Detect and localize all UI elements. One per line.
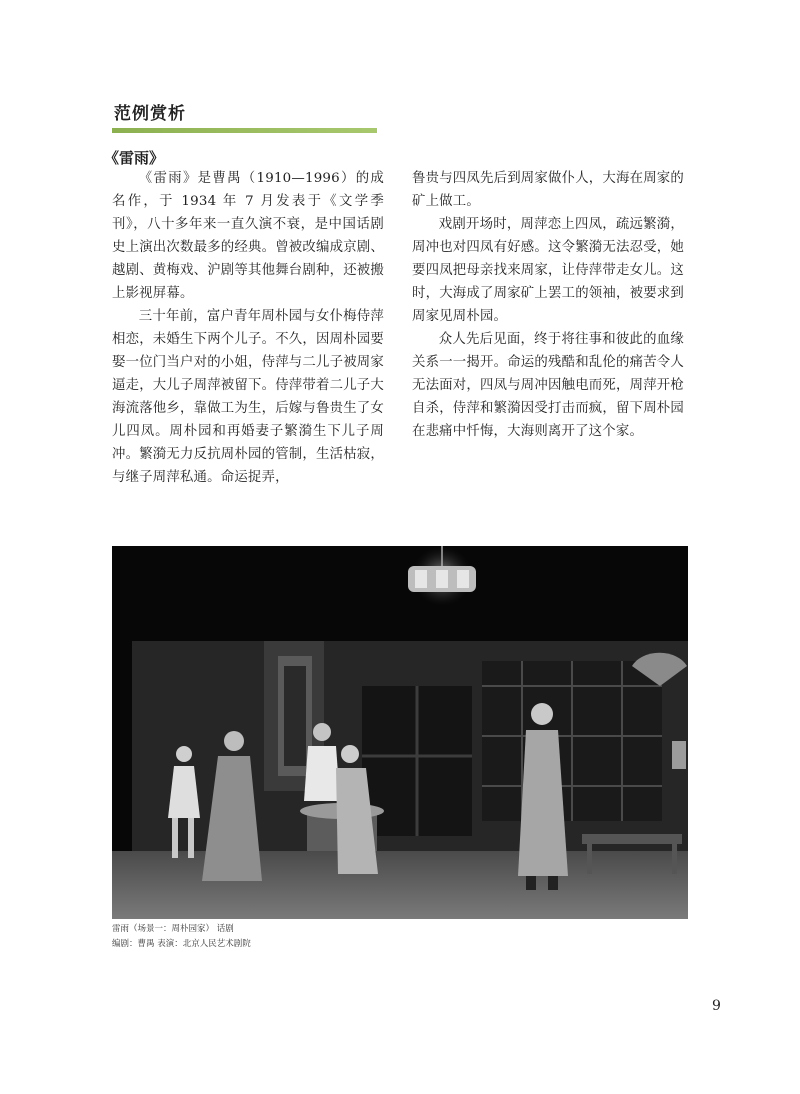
work-title: 《雷雨》 xyxy=(104,149,165,167)
section-title: 范例赏析 xyxy=(114,104,186,124)
photo-caption xyxy=(112,922,251,952)
left-column xyxy=(112,167,384,489)
caption-line-1: 雷雨（场景一：周朴园家） 话剧 xyxy=(112,924,234,934)
paragraph-background-continued: 鲁贵与四凤先后到周家做仆人，大海在周家的矿上做工。 xyxy=(412,171,684,209)
stage-photo-image xyxy=(112,546,688,919)
page-number: 9 xyxy=(712,998,721,1014)
paragraph-climax: 众人先后见面，终于将往事和彼此的血缘关系一一揭开。命运的残酷和乱伦的痛苦令人无法面对，四凤与周冲因触电而死，周萍开枪自杀，侍萍和繁漪因受打击而疯，留下周朴园在悲痛中忏悔，大海则离开了这个家。 xyxy=(412,332,684,439)
paragraph-intro: 《雷雨》是曹禺（1910—1996）的成名作，于 1934 年 7 月发表于《文学季刊》，八十多年来一直久演不衰，是中国话剧史上演出次数最多的经典。曾被改编成京剧、越剧、黄梅戏、沪剧等其他舞台剧种，还被搬上影视屏幕。 xyxy=(112,171,384,301)
paragraph-background: 三十年前，富户青年周朴园与女仆梅侍萍相恋，未婚生下两个儿子。不久，因周朴园要娶一位门当户对的小姐，侍萍与二儿子被周家逼走，大儿子周萍被留下。侍萍带着二儿子大海流落他乡，靠做工为生，后嫁与鲁贵生了女儿四凤。周朴园和再婚妻子繁漪生下儿子周冲。繁漪无力反抗周朴园的管制，生活枯寂，与继子周萍私通。命运捉弄， xyxy=(112,309,384,485)
paragraph-opening: 戏剧开场时，周萍恋上四凤，疏远繁漪，周冲也对四凤有好感。这令繁漪无法忍受，她要四凤把母亲找来周家，让侍萍带走女儿。这时，大海成了周家矿上罢工的领袖，被要求到周家见周朴园。 xyxy=(412,217,684,324)
caption-line-2: 编剧：曹禺 表演：北京人民艺术剧院 xyxy=(112,939,251,949)
section-rule xyxy=(112,128,377,133)
right-column xyxy=(412,167,684,443)
section-header xyxy=(112,103,377,133)
stage-photo xyxy=(112,546,688,919)
